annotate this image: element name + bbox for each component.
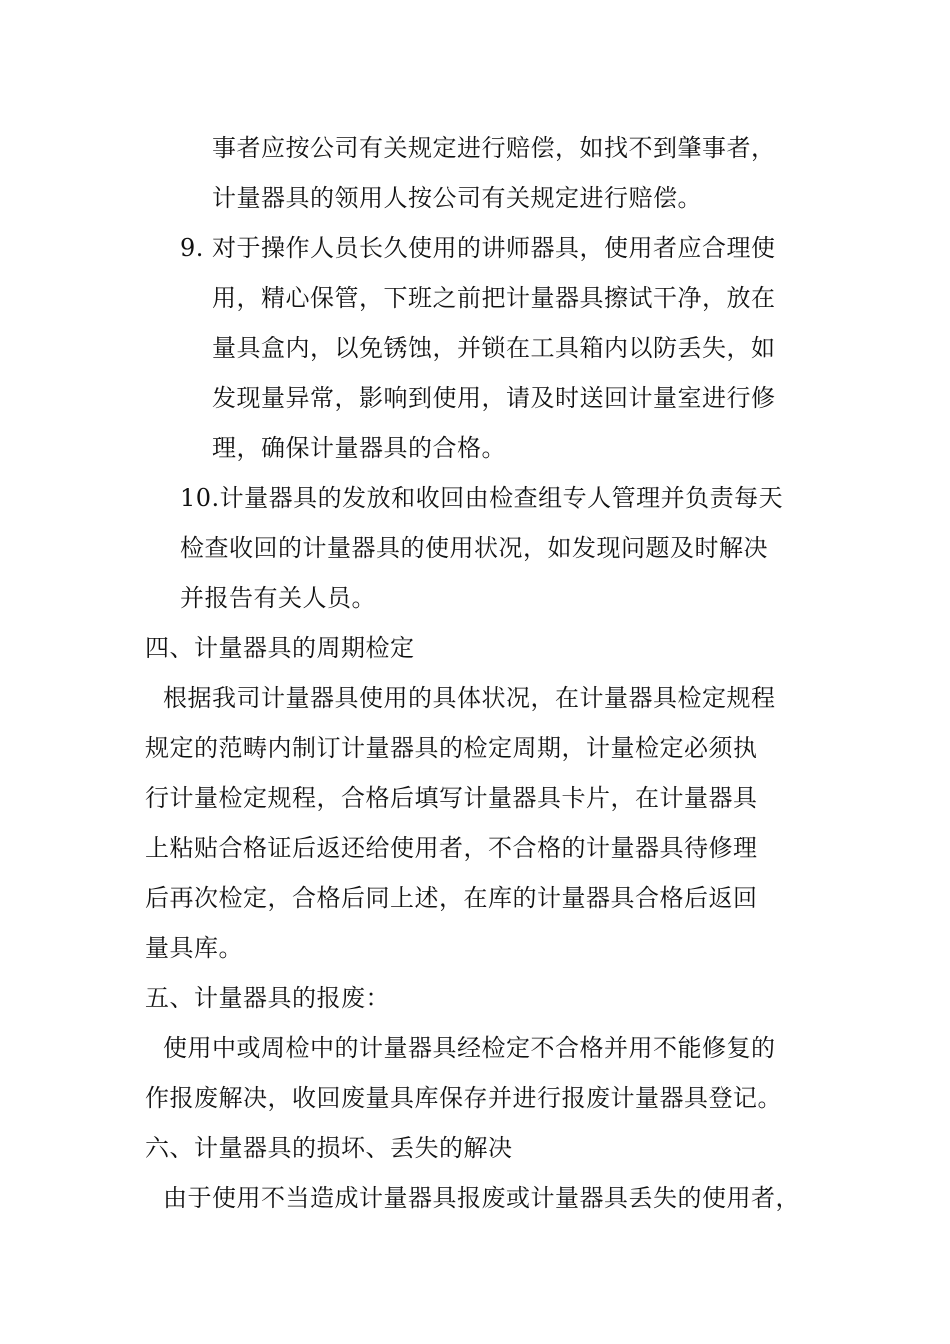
item9-line-2: 用，精心保管，下班之前把计量器具擦试干净，放在	[212, 284, 776, 312]
item9-line-3: 量具盒内，以免锈蚀，并锁在工具箱内以防丢失，如	[212, 334, 776, 362]
item10-line-3: 并报告有关人员。	[180, 584, 376, 612]
section5-heading: 五、计量器具的报废：	[145, 984, 390, 1012]
item10-line-2: 检查收回的计量器具的使用状况，如发现问题及时解决	[180, 534, 768, 562]
section5-line-2: 作报废解决，收回废量具库保存并进行报废计量器具登记。	[145, 1084, 782, 1112]
section4-line-1: 根据我司计量器具使用的具体状况，在计量器具检定规程	[163, 684, 776, 712]
item10-line-1: 10.计量器具的发放和收回由检查组专人管理并负责每天	[180, 484, 784, 512]
section4-line-6: 量具库。	[145, 934, 243, 962]
item8-line-2: 计量器具的领用人按公司有关规定进行赔偿。	[212, 184, 702, 212]
section6-heading: 六、计量器具的损坏、丢失的解决	[145, 1134, 513, 1162]
section5-line-1: 使用中或周检中的计量器具经检定不合格并用不能修复的	[163, 1034, 776, 1062]
section4-line-4: 上粘贴合格证后返还给使用者，不合格的计量器具待修理	[145, 834, 758, 862]
section4-line-3: 行计量检定规程，合格后填写计量器具卡片，在计量器具	[145, 784, 758, 812]
item9-line-1: 对于操作人员长久使用的讲师器具，使用者应合理使	[212, 234, 776, 262]
section4-heading: 四、计量器具的周期检定	[145, 634, 415, 662]
section6-line-1: 由于使用不当造成计量器具报废或计量器具丢失的使用者，	[163, 1184, 800, 1212]
item8-line-1: 事者应按公司有关规定进行赔偿，如找不到肇事者，	[212, 134, 776, 162]
section4-line-2: 规定的范畴内制订计量器具的检定周期，计量检定必须执	[145, 734, 758, 762]
section4-line-5: 后再次检定，合格后同上述，在库的计量器具合格后返回	[145, 884, 758, 912]
item9-line-4: 发现量异常，影响到使用，请及时送回计量室进行修	[212, 384, 776, 412]
item9-number: 9.	[180, 234, 204, 262]
item9-line-5: 理，确保计量器具的合格。	[212, 434, 506, 462]
